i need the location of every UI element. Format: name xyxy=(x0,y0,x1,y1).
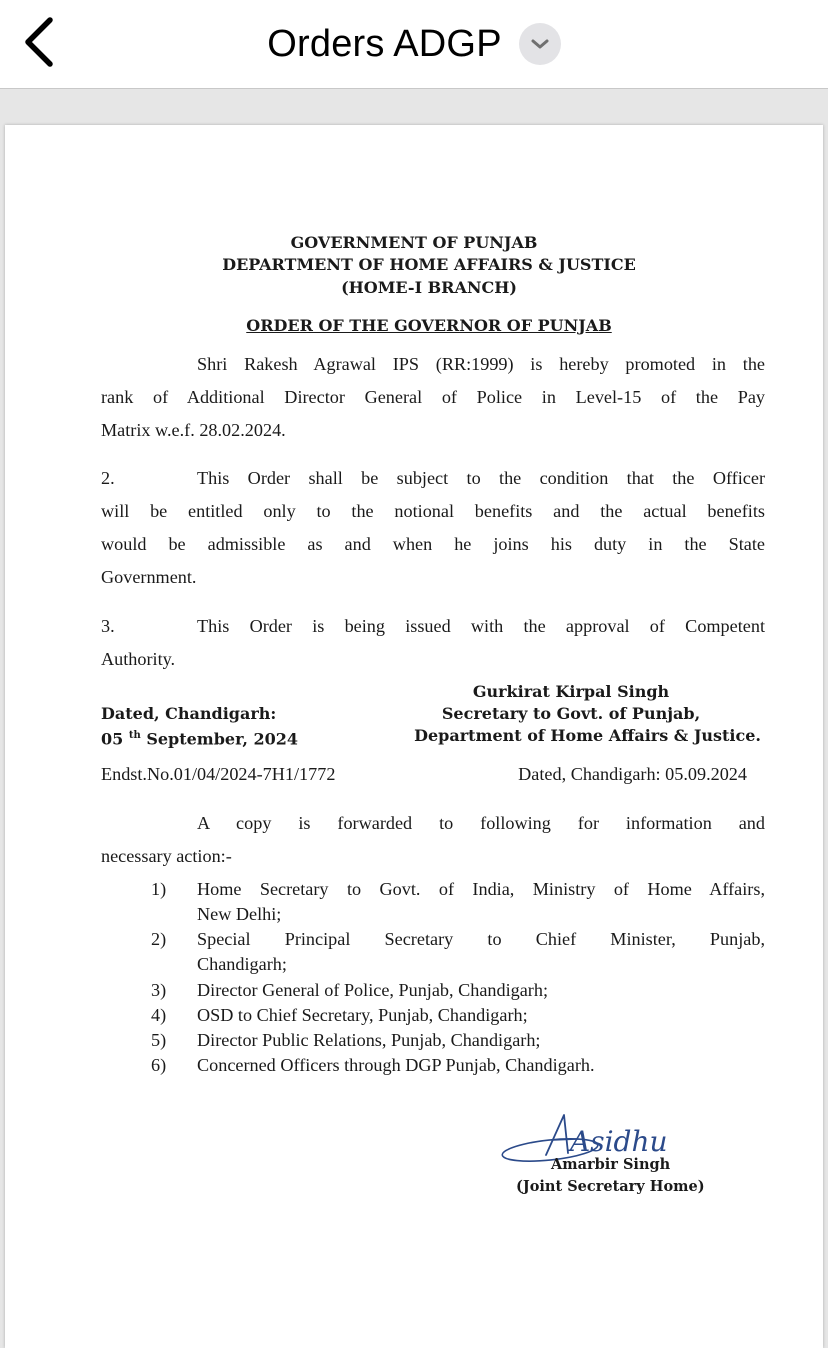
document-page[interactable] xyxy=(5,125,823,1348)
signatory-name: Gurkirat Kirpal Singh xyxy=(472,682,670,701)
title-wrap xyxy=(0,0,828,88)
copy-line: A copy is forwarded to following for information and xyxy=(197,813,765,833)
recipient-number: 4) xyxy=(151,1005,167,1025)
order-title: ORDER OF THE GOVERNOR OF PUNJAB xyxy=(246,316,612,335)
para1-line: Shri Rakesh Agrawal IPS (RR:1999) is hereby promoted in the xyxy=(197,354,765,374)
dated-month-year: September, 2024 xyxy=(146,729,299,749)
recipient-line: Chandigarh; xyxy=(197,954,287,974)
recipient-line: Director Public Relations, Punjab, Chandigarh; xyxy=(197,1030,541,1050)
recipient-line: New Delhi; xyxy=(197,904,282,924)
signatory-post: Secretary to Govt. of Punjab, xyxy=(441,704,701,723)
recipient-line: Special Principal Secretary to Chief Minister, Punjab, xyxy=(197,929,765,949)
signature-text: Asidhu xyxy=(570,1125,668,1158)
dated-day-suffix: th xyxy=(128,730,141,741)
page-title: Orders ADGP xyxy=(267,22,502,65)
signatory-dept: Department of Home Affairs & Justice. xyxy=(414,726,761,745)
para1-line: Matrix w.e.f. 28.02.2024. xyxy=(101,420,286,440)
navigation-bar xyxy=(0,0,828,89)
para2-line: Government. xyxy=(101,567,197,587)
para3-line: This Order is being issued with the approval of Competent xyxy=(197,616,765,636)
recipient-number: 6) xyxy=(151,1055,167,1075)
endorsement-date: Dated, Chandigarh: 05.09.2024 xyxy=(518,764,747,784)
recipient-number: 2) xyxy=(151,929,167,949)
para1-line: rank of Additional Director General of Police in Level-15 of the Pay xyxy=(101,387,765,407)
para2-line: This Order shall be subject to the condition that the Officer xyxy=(197,468,765,488)
endorsement-number: Endst.No.01/04/2024-7H1/1772 xyxy=(101,764,336,784)
header-line: GOVERNMENT OF PUNJAB xyxy=(290,233,538,252)
recipient-line: OSD to Chief Secretary, Punjab, Chandigarh; xyxy=(197,1005,528,1025)
signer-post: (Joint Secretary Home) xyxy=(516,1178,705,1195)
recipient-number: 5) xyxy=(151,1030,167,1050)
dated-day: 05 xyxy=(101,729,124,749)
para3-line: Authority. xyxy=(101,649,176,669)
recipient-number: 1) xyxy=(151,879,167,899)
copy-line: necessary action:- xyxy=(101,846,232,866)
dated-date xyxy=(101,725,298,750)
para2-line: will be entitled only to the notional benefits and the actual benefits xyxy=(101,501,765,521)
recipient-number: 3) xyxy=(151,980,167,1000)
para2-line: would be admissible as and when he joins his duty in the State xyxy=(101,534,765,554)
recipient-line: Director General of Police, Punjab, Chandigarh; xyxy=(197,980,549,1000)
signer-name: Amarbir Singh xyxy=(551,1156,671,1173)
title-menu-button[interactable] xyxy=(519,23,561,65)
header-line: DEPARTMENT OF HOME AFFAIRS & JUSTICE xyxy=(222,255,636,274)
para2-number: 2. xyxy=(101,468,115,488)
para3-number: 3. xyxy=(101,616,115,636)
recipient-line: Concerned Officers through DGP Punjab, Chandigarh. xyxy=(197,1055,595,1075)
chevron-down-icon xyxy=(530,38,550,50)
header-line: (HOME-I BRANCH) xyxy=(341,278,517,297)
recipient-line: Home Secretary to Govt. of India, Ministry of Home Affairs, xyxy=(197,879,765,899)
dated-label: Dated, Chandigarh: xyxy=(101,704,277,723)
